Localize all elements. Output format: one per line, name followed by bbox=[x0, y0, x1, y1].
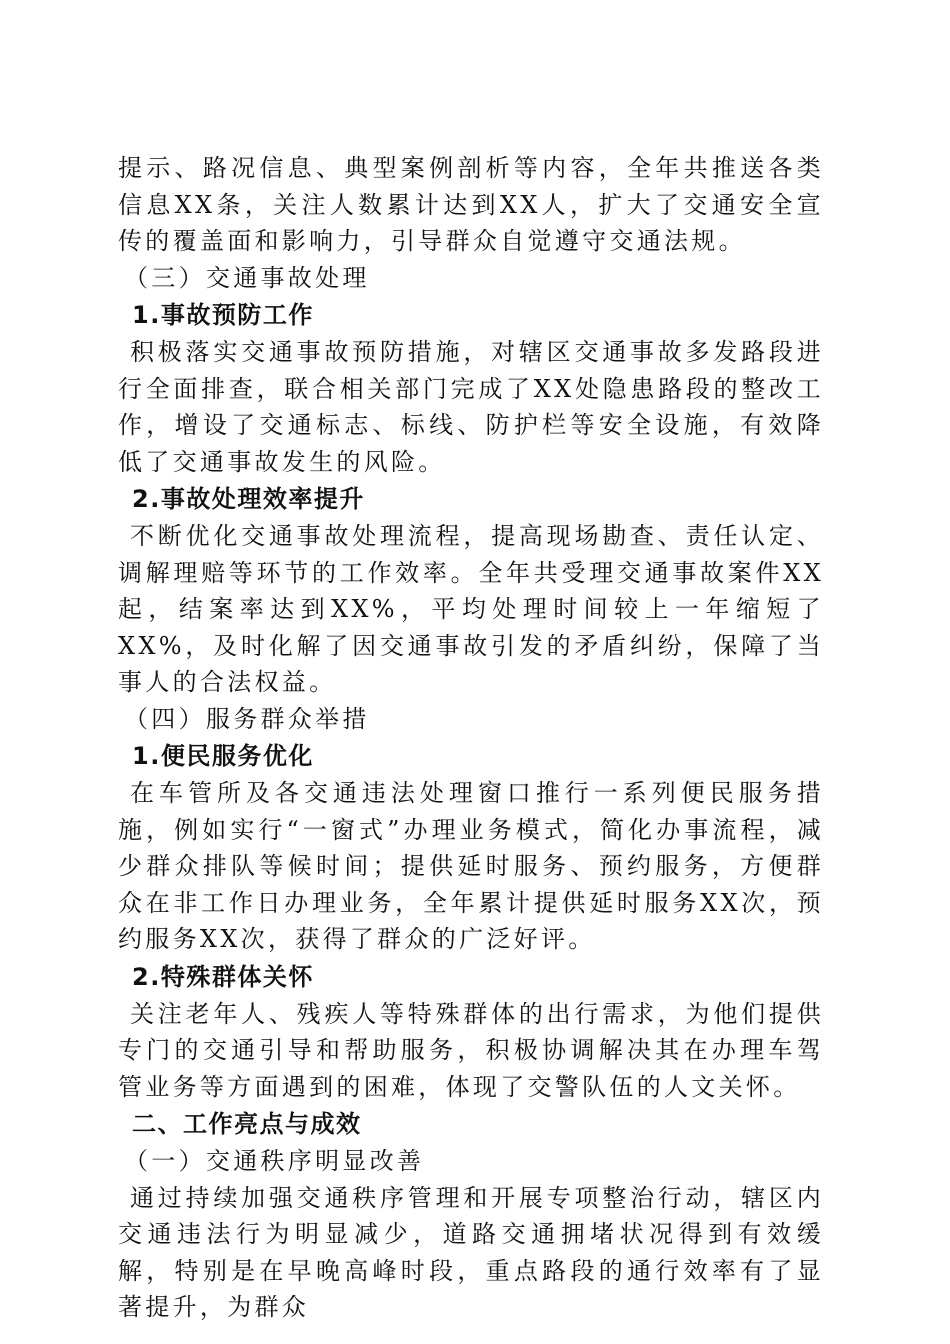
paragraph-efficiency: 不断优化交通事故处理流程，提高现场勘查、责任认定、调解理赔等环节的工作效率。全年共受理交通事故案件XX起，结案率达到XX%，平均处理时间较上一年缩短了XX%，及时化解了因交通事故引发的矛盾纠纷，保障了当事人的合法权益。 bbox=[118, 522, 824, 696]
paragraph-accident-prevention: 积极落实交通事故预防措施，对辖区交通事故多发路段进行全面排查，联合相关部门完成了XX处隐患路段的整改工作，增设了交通标志、标线、防护栏等安全设施，有效降低了交通事故发生的风险。 bbox=[118, 338, 824, 476]
item-heading-convenience-service: 1.便民服务优化 bbox=[132, 742, 314, 770]
subsection-heading-service-measures: （四）服务群众举措 bbox=[124, 704, 370, 733]
item-heading-efficiency: 2.事故处理效率提升 bbox=[132, 485, 365, 513]
subsection-heading-traffic-order: （一）交通秩序明显改善 bbox=[124, 1147, 425, 1175]
section-heading-highlights: 二、工作亮点与成效 bbox=[132, 1110, 362, 1138]
document-page bbox=[118, 150, 824, 1326]
item-heading-accident-prevention: 1.事故预防工作 bbox=[132, 301, 314, 329]
subsection-heading-accident-handling: （三）交通事故处理 bbox=[124, 263, 370, 292]
item-heading-special-groups: 2.特殊群体关怀 bbox=[132, 962, 314, 991]
paragraph-special-groups: 关注老年人、残疾人等特殊群体的出行需求，为他们提供专门的交通引导和帮助服务，积极协调解决其在办理车驾管业务等方面遇到的困难，体现了交警队伍的人文关怀。 bbox=[118, 999, 824, 1101]
paragraph-publicity-continued: 提示、路况信息、典型案例剖析等内容，全年共推送各类信息XX条，关注人数累计达到XX人，扩大了交通安全宣传的覆盖面和影响力，引导群众自觉遵守交通法规。 bbox=[118, 154, 824, 255]
paragraph-traffic-order: 通过持续加强交通秩序管理和开展专项整治行动，辖区内交通违法行为明显减少，道路交通拥堵状况得到有效缓解，特别是在早晚高峰时段，重点路段的通行效率有了显著提升，为群众 bbox=[118, 1183, 824, 1321]
paragraph-convenience-service: 在车管所及各交通违法处理窗口推行一系列便民服务措施，例如实行“一窗式”办理业务模式，简化办事流程，减少群众排队等候时间；提供延时服务、预约服务，方便群众在非工作日办理业务，全年累计提供延时服务XX次，预约服务XX次，获得了群众的广泛好评。 bbox=[118, 779, 824, 953]
